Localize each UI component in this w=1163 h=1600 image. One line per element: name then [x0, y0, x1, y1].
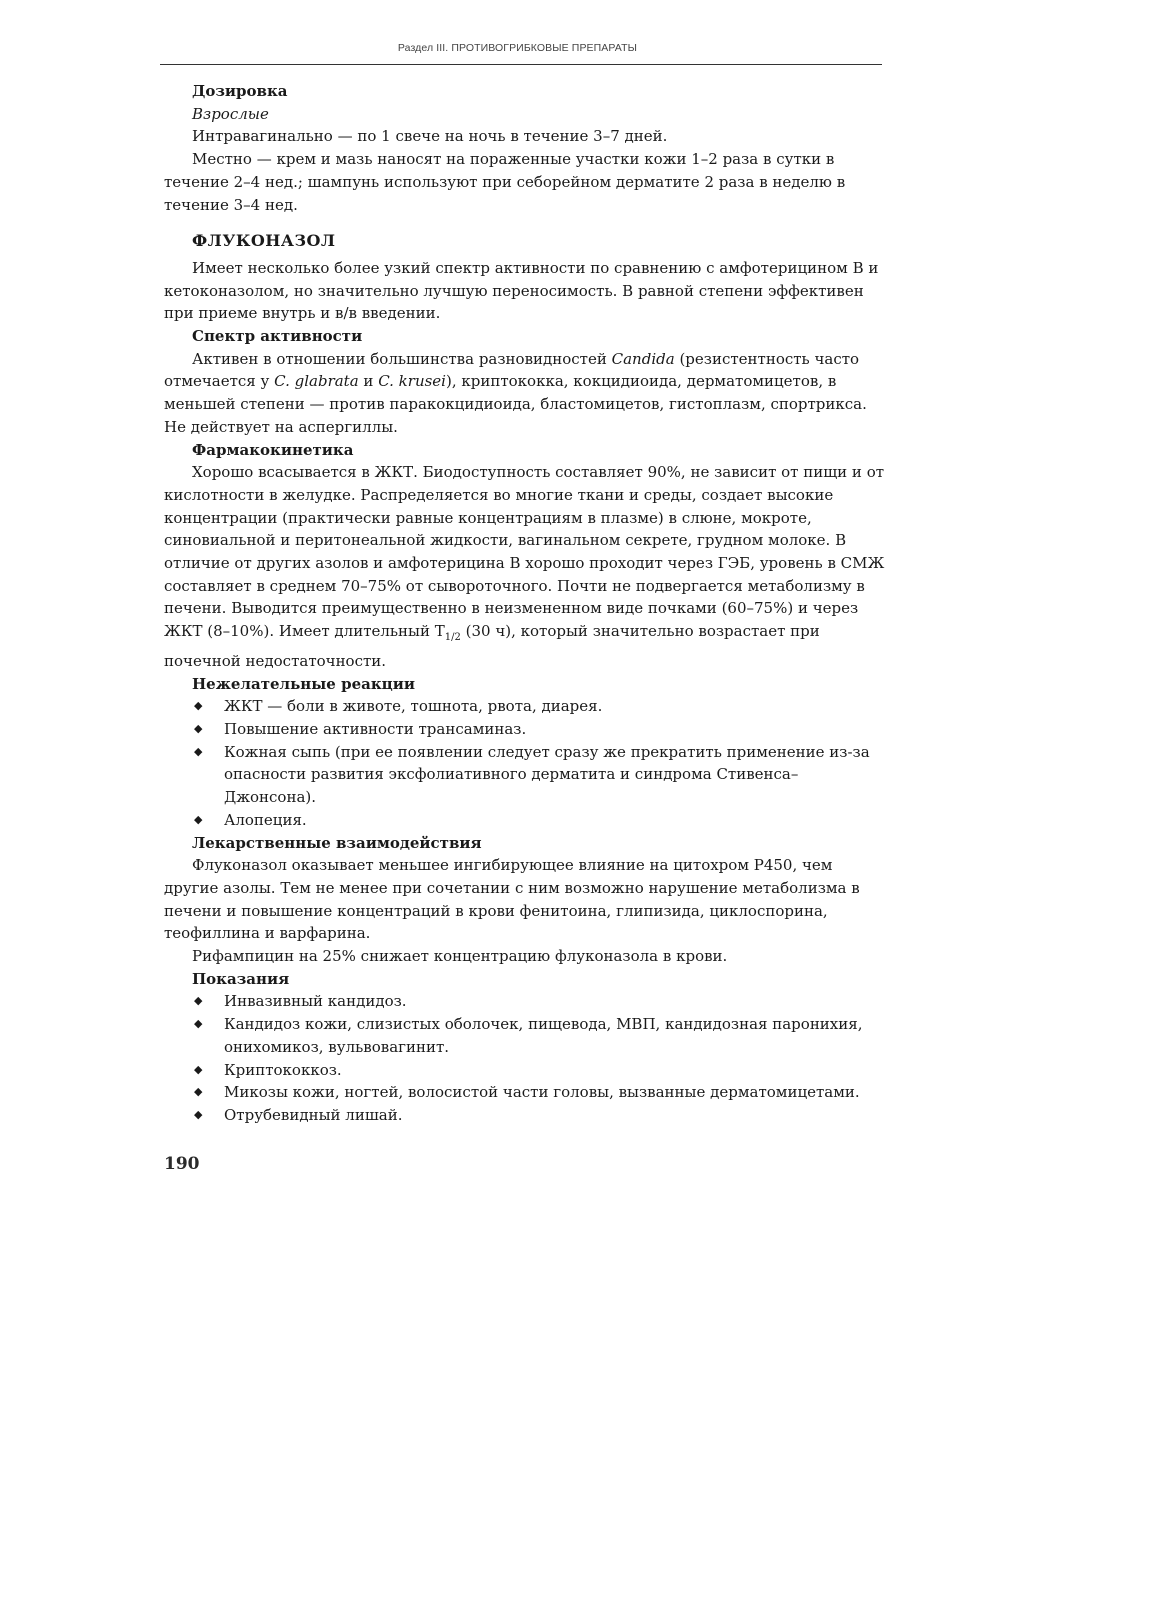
- bullet-icon: ◆: [194, 812, 203, 826]
- bullet-icon: ◆: [194, 744, 203, 758]
- species-glabrata: C. glabrata: [274, 372, 359, 391]
- page-number: 190: [164, 1154, 200, 1174]
- spectrum-part1: Активен в отношении большинства разновидностей: [192, 349, 612, 368]
- genus-candida: Candida: [611, 349, 675, 368]
- pk-part1: Хорошо всасывается в ЖКТ. Биодоступность составляет 90%, не зависит от пищи и от кислотности в желудке. Распределяется во многие ткани и среды, создает высокие концентрации (практически равные концентрациям в плазме) в слюне, мокроте, синовиальной и перитонеальной жидкости, вагинальном секрете, грудном молоке. В отличие от других азолов и амфотерицина В хорошо проходит через ГЭБ, уровень в СМЖ составляет в среднем 70–75% от сывороточного. Почти не подвергается метаболизму в печени. Выводится преимущественно в неизмененном виде почками (60–75%) и через ЖКТ (8–10%). Имеет длительный Т: [164, 463, 885, 641]
- list-item: [194, 1081, 886, 1104]
- bullet-icon: ◆: [194, 721, 203, 735]
- drug-intro: Имеет несколько более узкий спектр активности по сравнению с амфотерицином В и кетоконазолом, но значительно лучшую переносимость. В равной степени эффективен при приеме внутрь и в/в введении.: [164, 258, 879, 323]
- spectrum-part2: (резистентность часто отмечается у: [164, 349, 860, 391]
- bullet-icon: ◆: [194, 1017, 203, 1031]
- list-item-text: Отрубевидный лишай.: [224, 1105, 403, 1124]
- page-header: [160, 40, 882, 65]
- interactions-para2: Рифампицин на 25% снижает концентрацию флуконазола в крови.: [192, 947, 728, 966]
- dosage-subheading: Взрослые: [192, 104, 269, 123]
- spectrum-and: и: [358, 372, 379, 391]
- list-item-text: Инвазивный кандидоз.: [224, 992, 407, 1011]
- list-item: [194, 741, 886, 809]
- interactions-para1: Флуконазол оказывает меньшее ингибирующее влияние на цитохром Р450, чем другие азолы. Тем не менее при сочетании с ним возможно нарушение метаболизма в печени и повышение концентраций в крови фенитоина, глипизида, циклоспорина, теофиллина и варфарина.: [164, 856, 860, 943]
- bullet-icon: ◆: [194, 1085, 203, 1099]
- list-item: [194, 1104, 886, 1127]
- page-content: [164, 80, 886, 1127]
- list-item: [194, 1059, 886, 1082]
- list-item: [194, 718, 886, 741]
- spectrum-text: [164, 348, 886, 439]
- list-item-text: Повышение активности трансаминаз.: [224, 719, 527, 738]
- list-item-text: Кандидоз кожи, слизистых оболочек, пищевода, МВП, кандидозная паронихия, онихомикоз, вульвовагинит.: [224, 1015, 863, 1056]
- half-life-subscript: 1/2: [444, 632, 461, 644]
- spectrum-part3: ), криптококка, кокцидиоида, дерматомицетов, в меньшей степени — против паракокцидиоида, бластомицетов, гистоплазм, спортрикса. Не действует на аспергиллы.: [164, 372, 867, 436]
- list-item-text: ЖКТ — боли в животе, тошнота, рвота, диарея.: [224, 697, 603, 716]
- dosage-intravaginal: Интравагинально — по 1 свече на ночь в течение 3–7 дней.: [192, 127, 668, 146]
- running-head: Раздел III. ПРОТИВОГРИБКОВЫЕ ПРЕПАРАТЫ: [397, 42, 637, 54]
- adverse-heading: Нежелательные реакции: [192, 674, 415, 693]
- list-item: [194, 990, 886, 1013]
- pk-part2: (30 ч), который значительно возрастает при почечной недостаточности.: [164, 622, 820, 670]
- list-item-text: Микозы кожи, ногтей, волосистой части головы, вызванные дерматомицетами.: [224, 1083, 860, 1102]
- list-item-text: Кожная сыпь (при ее появлении следует сразу же прекратить применение из-за опасности развития эксфолиативного дерматита и синдрома Стивенса–Джонсона).: [224, 742, 870, 807]
- list-item: [194, 1013, 886, 1058]
- drug-title: ФЛУКОНАЗОЛ: [192, 231, 336, 251]
- spectrum-heading: Спектр активности: [192, 327, 363, 346]
- indications-list: [164, 990, 886, 1126]
- list-item-text: Криптококкоз.: [224, 1060, 342, 1079]
- list-item: [194, 695, 886, 718]
- list-item-text: Алопеция.: [224, 810, 307, 829]
- dosage-heading: Дозировка: [192, 82, 288, 100]
- adverse-list: [164, 695, 886, 831]
- interactions-heading: Лекарственные взаимодействия: [192, 833, 482, 852]
- bullet-icon: ◆: [194, 994, 203, 1008]
- dosage-topical: Местно — крем и мазь наносят на пораженные участки кожи 1–2 раза в сутки в течение 2–4 нед.; шампунь используют при себорейном дерматите 2 раза в неделю в течение 3–4 нед.: [164, 150, 846, 214]
- bullet-icon: ◆: [194, 699, 203, 713]
- bullet-icon: ◆: [194, 1062, 203, 1076]
- species-krusei: C. krusei: [378, 372, 446, 391]
- indications-heading: Показания: [192, 969, 290, 988]
- pharmacokinetics-heading: Фармакокинетика: [192, 440, 354, 459]
- pharmacokinetics-text: [164, 461, 886, 672]
- list-item: [194, 809, 886, 832]
- bullet-icon: ◆: [194, 1107, 203, 1121]
